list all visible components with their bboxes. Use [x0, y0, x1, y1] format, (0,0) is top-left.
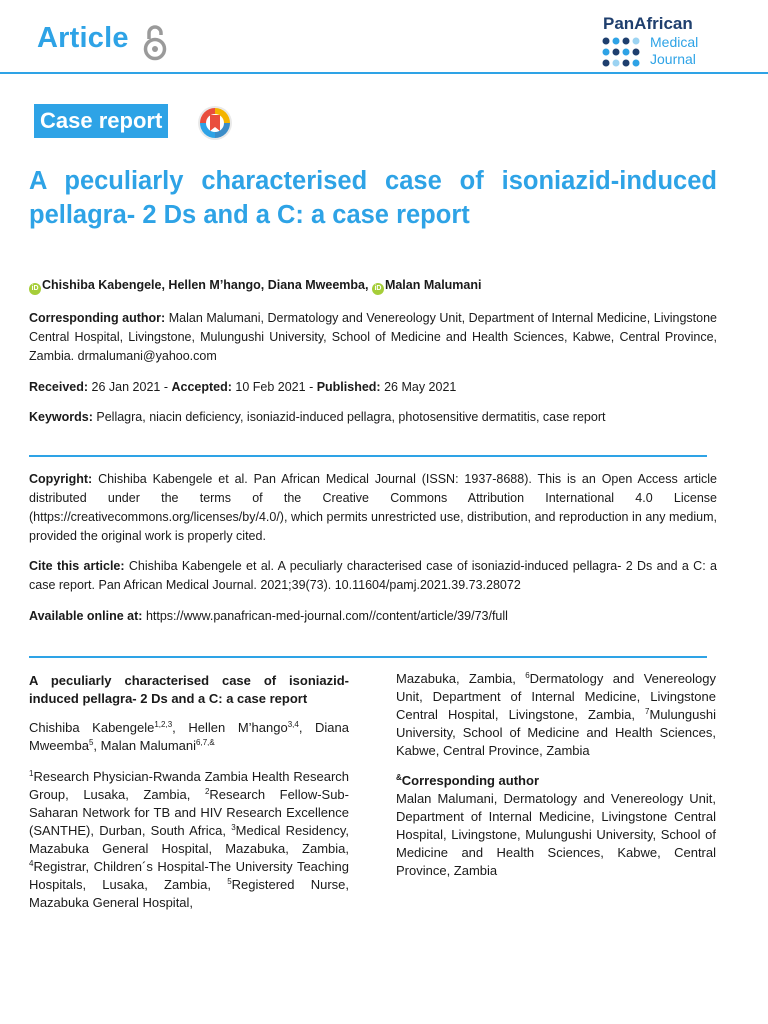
orcid-icon[interactable]: iD	[29, 283, 41, 295]
aff-sup: 6	[525, 671, 530, 680]
page-header	[0, 0, 768, 76]
aff-sup: 3	[231, 823, 236, 832]
published-date: 26 May 2021	[384, 380, 457, 394]
affiliations	[29, 768, 349, 912]
affiliation: Research Fellow-Sub-Saharan Network for TB and HIV Research Excellence (SANTHE), Durban, South Africa,	[29, 787, 349, 838]
affiliation: Medical Residency, Mazabuka General Hospital, Mazabuka, Zambia,	[29, 823, 349, 856]
copyright-block	[29, 470, 717, 546]
body-author: , Diana Mweemba	[29, 720, 349, 753]
case-report-badge: Case report	[34, 104, 168, 138]
section-divider	[29, 656, 707, 658]
corresponding-author-block	[29, 309, 717, 366]
corresponding-text: Malan Malumani, Dermatology and Venereology Unit, Department of Internal Medicine, Livingstone Central Hospital, Livingstone, Mulungushi University, School of Medicine and Health Sciences, Kabwe, Central Province, Zambia. drmalumani@yahoo.com	[29, 311, 717, 363]
affiliations-continued	[396, 670, 716, 760]
journal-logo[interactable]	[600, 14, 750, 68]
affiliation: Registered Nurse, Mazabuka General Hospital,	[29, 877, 349, 910]
body-author: , Hellen M’hango	[172, 720, 288, 735]
body-authors	[29, 719, 349, 755]
keywords-line	[29, 408, 717, 427]
author-sup: 5	[88, 738, 94, 747]
received-label: Received:	[29, 380, 89, 394]
aff-sup: 1	[29, 769, 34, 778]
authors-first: Chishiba Kabengele, Hellen M’hango, Diana Mweemba,	[42, 278, 369, 292]
crossmark-icon[interactable]	[196, 104, 234, 142]
author-sup: 1,2,3	[154, 720, 173, 729]
body-right-column	[396, 670, 716, 880]
accepted-label: Accepted:	[171, 380, 232, 394]
dates-line: Received: 26 Jan 2021 - Accepted: 10 Feb 2021 - Published: 26 May 2021	[29, 380, 457, 394]
affiliation: Research Physician-Rwanda Zambia Health Research Group, Lusaka, Zambia,	[29, 769, 349, 802]
logo-title: PanAfrican	[603, 14, 693, 33]
author-line	[29, 278, 729, 295]
body-left-column	[29, 672, 349, 912]
logo-subtitle-journal: Journal	[650, 51, 696, 67]
affiliation: Mazabuka, Zambia,	[396, 671, 526, 686]
logo-dots-icon	[601, 37, 643, 69]
section-divider	[29, 455, 707, 457]
authors-last: Malan Malumani	[384, 278, 482, 292]
corresponding-body: Malan Malumani, Dermatology and Venereology Unit, Department of Internal Medicine, Livingstone Central Hospital, Livingstone, Mulungushi University, School of Medicine and Health Sciences, Kabwe, Central Province, Zambia	[396, 791, 716, 878]
received-date: 26 Jan 2021	[91, 380, 161, 394]
orcid-icon[interactable]: iD	[372, 283, 384, 295]
copyright-text: Chishiba Kabengele et al. Pan African Medical Journal (ISSN: 1937-8688). This is an Open Access article distributed under the terms of the Creative Commons Attribution International 4.0 License (https://creativecommons.org/licenses/by/4.0/), which permits unrestricted use, distribution, and reproduction in any medium, provided the original work is properly cited.	[29, 472, 717, 543]
available-label: Available online at:	[29, 609, 143, 623]
logo-subtitle-medical: Medical	[650, 34, 699, 50]
article-label: Article	[37, 22, 129, 54]
corresponding-heading	[396, 772, 716, 790]
aff-sup: 2	[204, 787, 210, 796]
affiliation: Registrar, Children´s Hospital-The University Teaching Hospitals, Lusaka, Zambia,	[29, 859, 349, 892]
available-online-line	[29, 607, 717, 626]
aff-sup: 7	[645, 707, 650, 716]
article-title: A peculiarly characterised case of isoniazid-induced pellagra- 2 Ds and a C: a case report	[29, 167, 717, 229]
corresponding-label: Corresponding author:	[29, 311, 166, 325]
keywords-text: Pellagra, niacin deficiency, isoniazid-induced pellagra, photosensitive dermatitis, case report	[96, 410, 606, 424]
copyright-label: Copyright:	[29, 472, 93, 486]
cite-text: Chishiba Kabengele et al. A peculiarly characterised case of isoniazid-induced pellagra- 2 Ds and a C: a case report. Pan African Medical Journal. 2021;39(73). 10.11604/pamj.2021.39.73.28072	[29, 559, 717, 592]
corr-heading-text: Corresponding author	[401, 773, 539, 788]
published-label: Published:	[316, 380, 381, 394]
aff-sup: 4	[29, 859, 34, 868]
body-author: , Malan Malumani	[93, 738, 197, 753]
author-sup: 3,4	[287, 720, 299, 729]
affiliation: Dermatology and Venereology Unit, Department of Internal Medicine, Livingstone Central Hospital, Livingstone, Zambia,	[396, 671, 716, 722]
affiliation: Mulungushi University, School of Medicine and Health Sciences, Kabwe, Central Province, Zambia	[396, 707, 716, 758]
cite-label: Cite this article:	[29, 559, 125, 573]
accepted-date: 10 Feb 2021	[235, 380, 306, 394]
header-divider	[0, 72, 768, 74]
corr-sup: &	[396, 773, 402, 782]
author-sup: 6,7,&	[196, 738, 215, 747]
aff-sup: 5	[227, 877, 232, 886]
keywords-label: Keywords:	[29, 410, 93, 424]
open-access-lock-icon	[143, 22, 167, 62]
body-author: Chishiba Kabengele	[29, 720, 155, 735]
body-title: A peculiarly characterised case of isoniazid-induced pellagra- 2 Ds and a C: a case report	[29, 673, 349, 706]
available-url[interactable]: https://www.panafrican-med-journal.com//content/article/39/73/full	[145, 609, 508, 623]
cite-block	[29, 557, 717, 595]
